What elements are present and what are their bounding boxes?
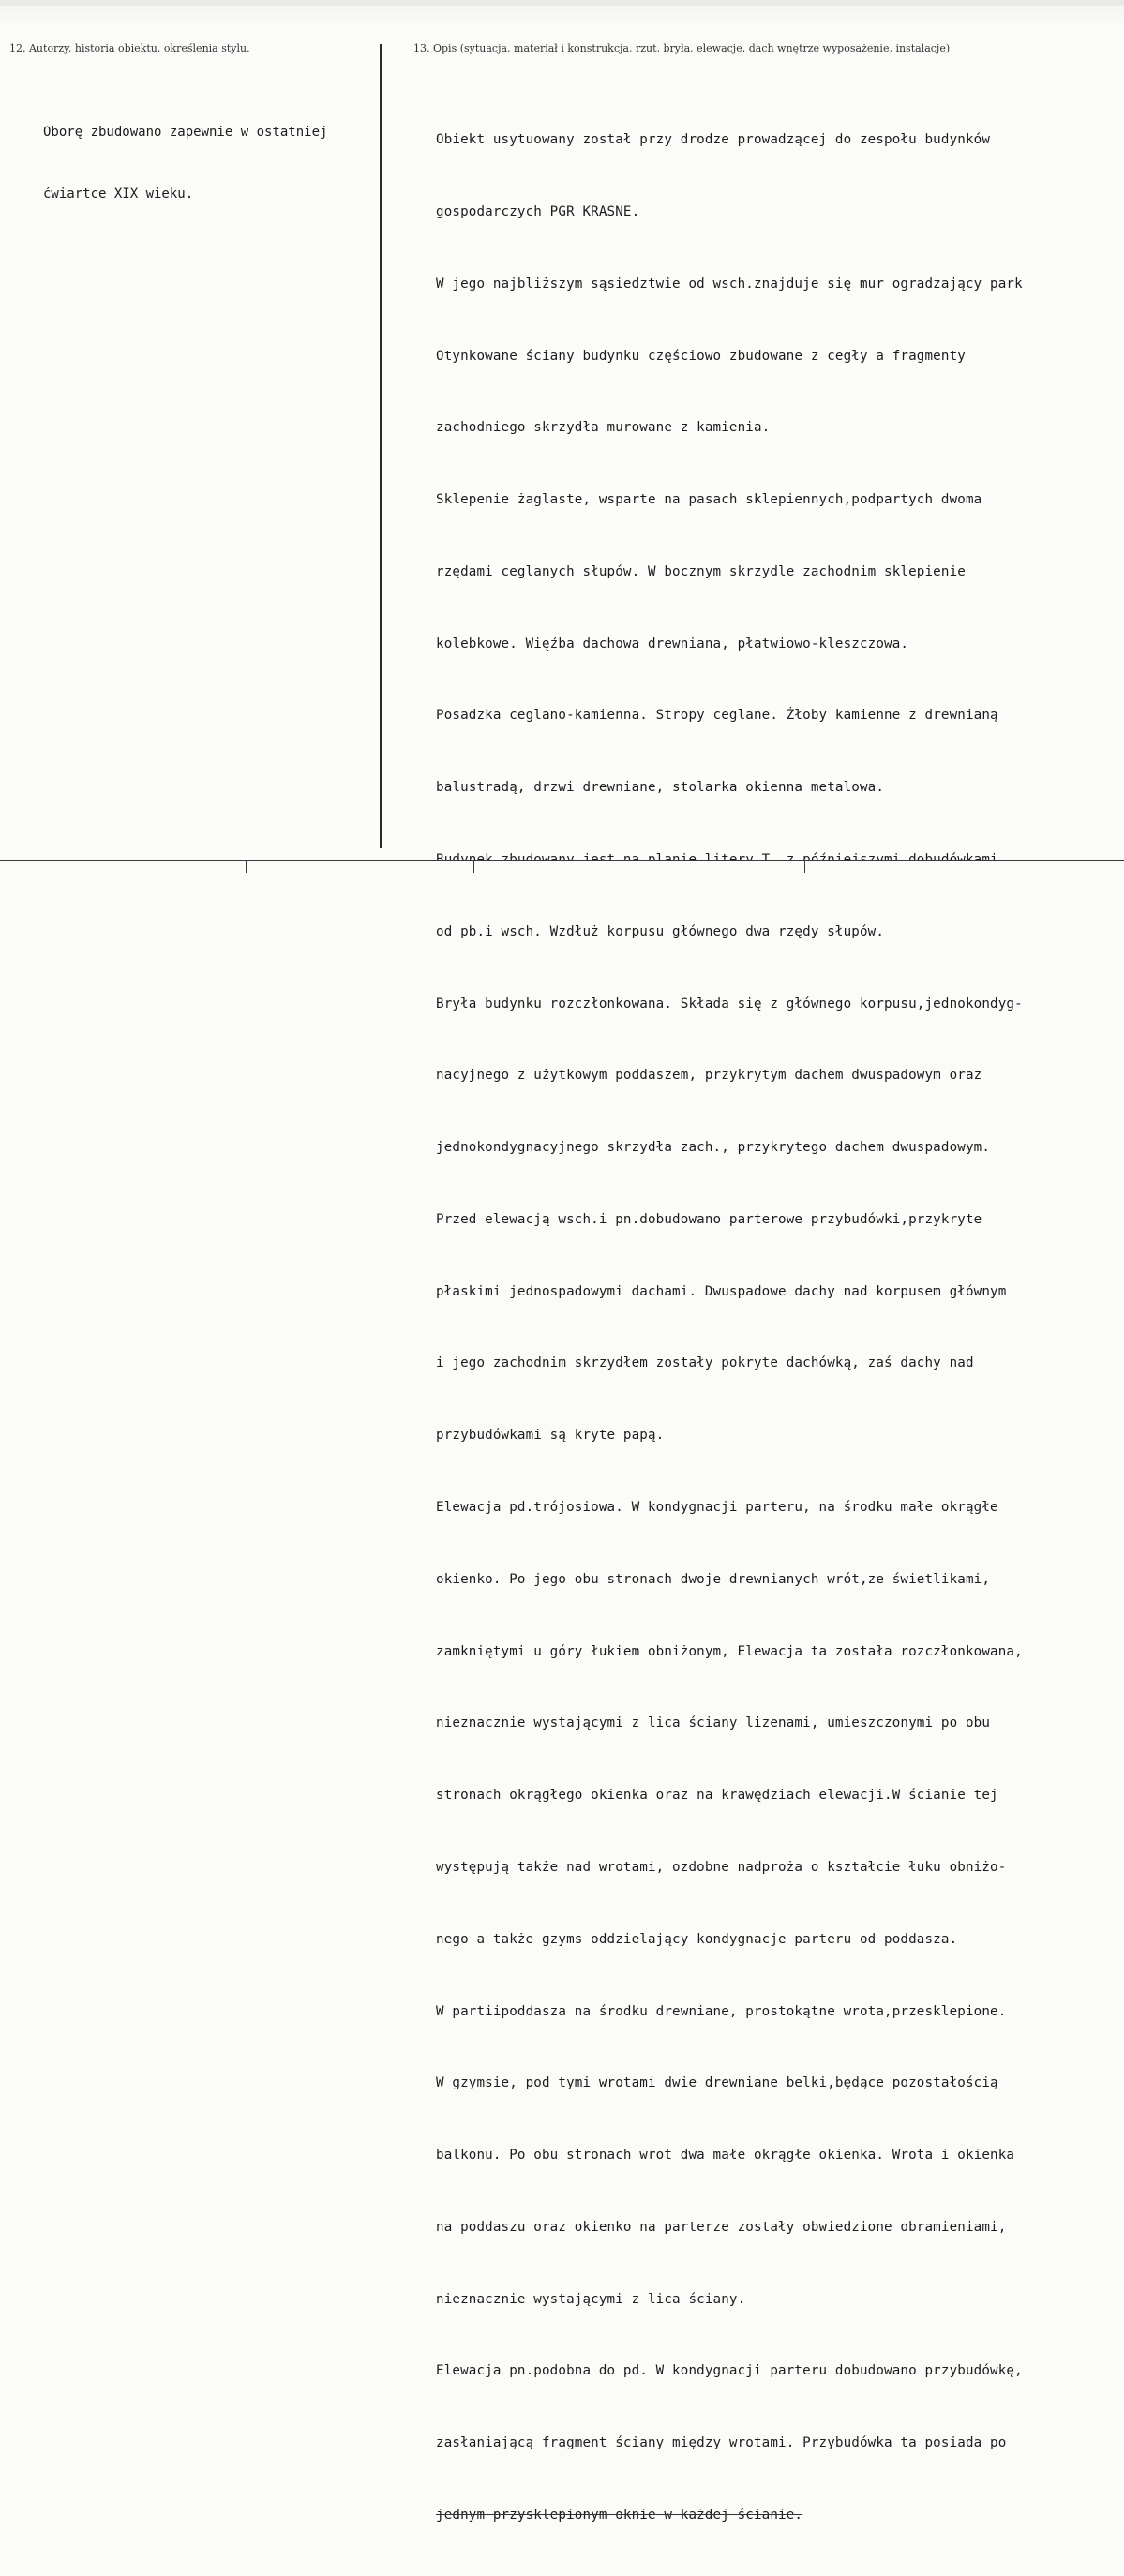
text-line: jednym przysklepionym oknie w każdej ścianie. xyxy=(436,2507,803,2523)
text-line: jednokondygnacyjnego skrzydła zach., przykrytego dachem dwuspadowym. xyxy=(436,1140,991,1156)
text-line: na poddaszu oraz okienko na parterze zostały obwiedzione obramieniami, xyxy=(436,2219,1007,2235)
text-line: ćwiartce XIX wieku. xyxy=(43,187,194,202)
text-line: zasłaniającą fragment ściany między wrotami. Przybudówka ta posiada po xyxy=(436,2435,1007,2451)
text-line: nieznacznie wystającymi z lica ściany lizenami, umieszczonymi po obu xyxy=(436,1715,991,1731)
text-line: balustradą, drzwi drewniane, stolarka okienna metalowa. xyxy=(436,780,885,796)
section-12-header: 12. Autorzy, historia obiektu, określenia stylu. xyxy=(9,42,250,54)
text-line: zamkniętymi u góry łukiem obniżonym, Elewacja ta została rozczłonkowana, xyxy=(436,1643,1023,1659)
text-line: Obiekt usytuowany został przy drodze prowadzącej do zespołu budynków xyxy=(436,132,991,148)
text-line: balkonu. Po obu stronach wrot dwa małe okrągłe okienka. Wrota i okienka xyxy=(436,2148,1015,2164)
text-line: stronach okrągłego okienka oraz na krawędziach elewacji.W ścianie tej xyxy=(436,1788,998,1804)
text-line: Przed elewacją wsch.i pn.dobudowano parterowe przybudówki,przykryte xyxy=(436,1211,982,1227)
text-line: W gzymsie, pod tymi wrotami dwie drewniane belki,będące pozostałością xyxy=(436,2075,998,2091)
text-line: Elewacja pd.trójosiowa. W kondygnacji parteru, na środku małe okrągłe xyxy=(436,1500,998,1516)
text-line: okienko. Po jego obu stronach dwoje drewnianych wrót,ze świetlikami, xyxy=(436,1571,991,1587)
section-13-header: 13. Opis (sytuacja, materiał i konstrukcja, rzut, bryła, elewacje, dach wnętrze wyposażenie, instalacje) xyxy=(413,42,951,54)
section-13-body xyxy=(436,81,1124,2576)
bottom-divider xyxy=(246,861,247,873)
column-divider xyxy=(380,44,382,848)
bottom-section-strip xyxy=(0,861,1124,873)
text-line: nieznacznie wystającymi z lica ściany. xyxy=(436,2291,746,2307)
bottom-divider xyxy=(473,861,474,873)
text-line: występują także nad wrotami, ozdobne nadproża o kształcie łuku obniżo- xyxy=(436,1859,1007,1875)
text-line: Sklepenie żaglaste, wsparte na pasach sklepiennych,podpartych dwoma xyxy=(436,492,982,508)
bottom-divider xyxy=(804,861,805,873)
page-top-edge xyxy=(0,0,1124,6)
text-line: Elewacja pn.podobna do pd. W kondygnacji parteru dobudowano przybudówkę, xyxy=(436,2363,1023,2379)
text-line: nego a także gzyms oddzielający kondygnacje parteru od poddasza. xyxy=(436,1931,958,1947)
text-line: płaskimi jednospadowymi dachami. Dwuspadowe dachy nad korpusem głównym xyxy=(436,1283,1007,1299)
text-line: gospodarczych PGR KRASNE. xyxy=(436,203,640,219)
text-line: Posadzka ceglano-kamienna. Stropy ceglane. Żłoby kamienne z drewnianą xyxy=(436,708,998,724)
text-line: Oborę zbudowano zapewnie w ostatniej xyxy=(43,125,328,140)
text-line: rzędami ceglanych słupów. W bocznym skrzydle zachodnim sklepienie xyxy=(436,563,966,579)
text-line: nacyjnego z użytkowym poddaszem, przykrytym dachem dwuspadowym oraz xyxy=(436,1068,982,1084)
section-12-body xyxy=(43,81,379,246)
text-line: kolebkowe. Więźba dachowa drewniana, płatwiowo-kleszczowa. xyxy=(436,636,909,651)
text-line: W partiipoddasza na środku drewniane, prostokątne wrota,przesklepione. xyxy=(436,2003,1007,2019)
text-line: przybudówkami są kryte papą. xyxy=(436,1428,665,1444)
text-line: Otynkowane ściany budynku częściowo zbudowane z cegły a fragmenty xyxy=(436,348,966,364)
text-line: zachodniego skrzydła murowane z kamienia. xyxy=(436,420,771,436)
text-line: Bryła budynku rozczłonkowana. Składa się z głównego korpusu,jednokondyg- xyxy=(436,996,1023,1011)
text-line: W jego najbliższym sąsiedztwie od wsch.znajduje się mur ogradzający park xyxy=(436,276,1023,292)
text-line: od pb.i wsch. Wzdłuż korpusu głównego dwa rzędy słupów. xyxy=(436,923,885,939)
text-line: i jego zachodnim skrzydłem zostały pokryte dachówką, zaś dachy nad xyxy=(436,1355,974,1371)
